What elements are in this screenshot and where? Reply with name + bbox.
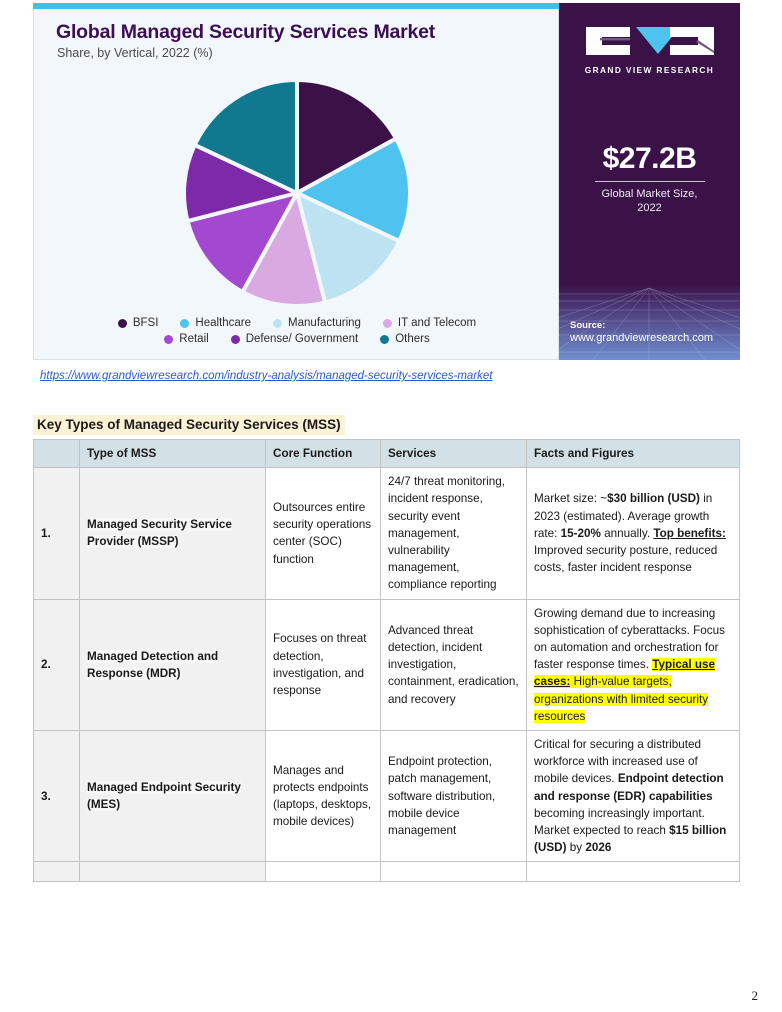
source-label: Source: (570, 320, 606, 331)
source-hyperlink[interactable]: https://www.grandviewresearch.com/industry-analysis/managed-security-services-market (40, 370, 493, 382)
cell-core-function: Manages and protects endpoints (laptops, desktops, mobile devices) (266, 731, 381, 862)
market-size-caption (559, 187, 740, 217)
cell-services: 24/7 threat monitoring, incident response, security event management, vulnerability management, compliance reporting (381, 468, 527, 599)
legend-item-bfsi[interactable] (118, 317, 159, 329)
market-size-caption-line1: Global Market Size, (601, 187, 698, 200)
source-block (570, 320, 740, 344)
facts-text-run: 2026 (585, 841, 612, 855)
brand-logo-text: GRAND VIEW RESEARCH (584, 65, 715, 75)
legend-swatch-icon (383, 319, 392, 328)
table-row-partial (34, 862, 740, 882)
brand-panel (559, 3, 740, 360)
facts-text-run: $15 billion (USD) (534, 824, 727, 855)
cell-partial (381, 862, 527, 882)
market-size-divider (595, 181, 705, 182)
facts-text-run: 15-20% (560, 526, 601, 540)
table-header (34, 440, 740, 468)
legend-item-healthcare[interactable] (180, 317, 251, 329)
section-heading: Key Types of Managed Security Services (MSS) (33, 415, 345, 435)
legend-swatch-icon (380, 335, 389, 344)
table-row (34, 731, 740, 862)
chart-title: Global Managed Security Services Market (56, 21, 436, 43)
facts-text-run: $30 billion (USD) (607, 492, 700, 506)
cell-type-text: Managed Endpoint Security (MES) (87, 781, 241, 812)
th-core-function: Core Function (266, 440, 381, 468)
facts-text-run: in 2023 (estimated). Average growth rate: (534, 492, 713, 540)
th-services: Services (381, 440, 527, 468)
cell-services: Endpoint protection, patch management, software distribution, mobile device management (381, 731, 527, 862)
legend-item-retail[interactable] (164, 333, 208, 345)
legend-swatch-icon (118, 319, 127, 328)
legend-item-others[interactable] (380, 333, 430, 345)
market-size-caption-line2: 2022 (637, 202, 662, 215)
legend-label: BFSI (132, 317, 159, 329)
legend-label: IT and Telecom (397, 317, 477, 329)
cell-partial (266, 862, 381, 882)
legend-label: Healthcare (195, 317, 252, 329)
facts-text-run: Improved security posture, reduced costs, faster incident response (534, 544, 718, 575)
cell-facts-and-figures (527, 731, 740, 862)
legend-swatch-icon (231, 335, 240, 344)
chart-panel (33, 3, 559, 360)
table-body (34, 468, 740, 882)
cell-row-number: 2. (34, 599, 80, 730)
th-type-of-mss: Type of MSS (80, 440, 266, 468)
legend-item-it-and-telecom[interactable] (383, 317, 476, 329)
chart-subtitle: Share, by Vertical, 2022 (%) (57, 46, 213, 60)
cell-services: Advanced threat detection, incident investigation, containment, eradication, and recovery (381, 599, 527, 730)
pie-chart-svg (177, 75, 417, 307)
facts-text-run: Endpoint detection and response (EDR) capabilities (534, 772, 724, 803)
source-url: www.grandviewresearch.com (570, 332, 714, 344)
cell-type-of-mss (80, 468, 266, 599)
th-number (34, 440, 80, 468)
legend-swatch-icon (180, 319, 189, 328)
cell-type-of-mss (80, 599, 266, 730)
legend-item-defense-government[interactable] (231, 333, 359, 345)
table-row (34, 599, 740, 730)
legend-label: Manufacturing (288, 317, 361, 329)
legend-label: Others (395, 333, 430, 345)
th-facts-and-figures: Facts and Figures (527, 440, 740, 468)
legend-row (153, 333, 440, 345)
cell-type-text: Managed Detection and Response (MDR) (87, 649, 219, 680)
cell-core-function: Outsources entire security operations center (SOC) function (266, 468, 381, 599)
facts-text-run: High-value targets, organizations with limited security resources (534, 675, 709, 723)
facts-text-run: by (566, 841, 586, 855)
facts-text-run: becoming increasingly important. Market expected to reach (534, 806, 705, 838)
legend-label: Retail (179, 333, 209, 345)
cell-core-function: Focuses on threat detection, investigation, and response (266, 599, 381, 730)
legend-item-manufacturing[interactable] (273, 317, 361, 329)
cell-facts-and-figures (527, 599, 740, 730)
chart-accent-bar (33, 3, 560, 9)
page-number: 2 (751, 988, 758, 1003)
cell-partial (527, 862, 740, 882)
cell-partial (34, 862, 80, 882)
brand-logo (559, 25, 740, 75)
legend-row (107, 317, 487, 329)
infographic-figure (33, 3, 740, 360)
facts-text-run: annually. (600, 526, 654, 540)
table-row (34, 468, 740, 599)
facts-text-run: Top benefits: (653, 526, 726, 540)
chart-legend (34, 317, 560, 345)
table-header-row (34, 440, 740, 468)
cell-facts-and-figures (527, 468, 740, 599)
cell-row-number: 1. (34, 468, 80, 599)
facts-text-run: Critical for securing a distributed workforce with increased use of mobile devices. (534, 738, 701, 786)
legend-label: Defense/ Government (245, 333, 359, 345)
legend-swatch-icon (273, 319, 282, 328)
facts-text-run: Growing demand due to increasing sophistication of cyberattacks. Focus on automation and orchestration for faster response times. (534, 606, 725, 672)
pie-chart (34, 75, 560, 307)
cell-type-of-mss (80, 731, 266, 862)
legend-swatch-icon (164, 335, 173, 344)
facts-text-run: Typical use cases: (534, 658, 716, 689)
cell-type-text: Managed Security Service Provider (MSSP) (87, 518, 232, 549)
facts-text-run: Market size: ~ (534, 492, 608, 506)
market-size-value: $27.2B (602, 142, 697, 175)
mss-types-table (33, 439, 740, 882)
cell-row-number: 3. (34, 731, 80, 862)
market-size-block (559, 143, 740, 216)
gvr-logo-icon (586, 25, 714, 59)
cell-partial (80, 862, 266, 882)
